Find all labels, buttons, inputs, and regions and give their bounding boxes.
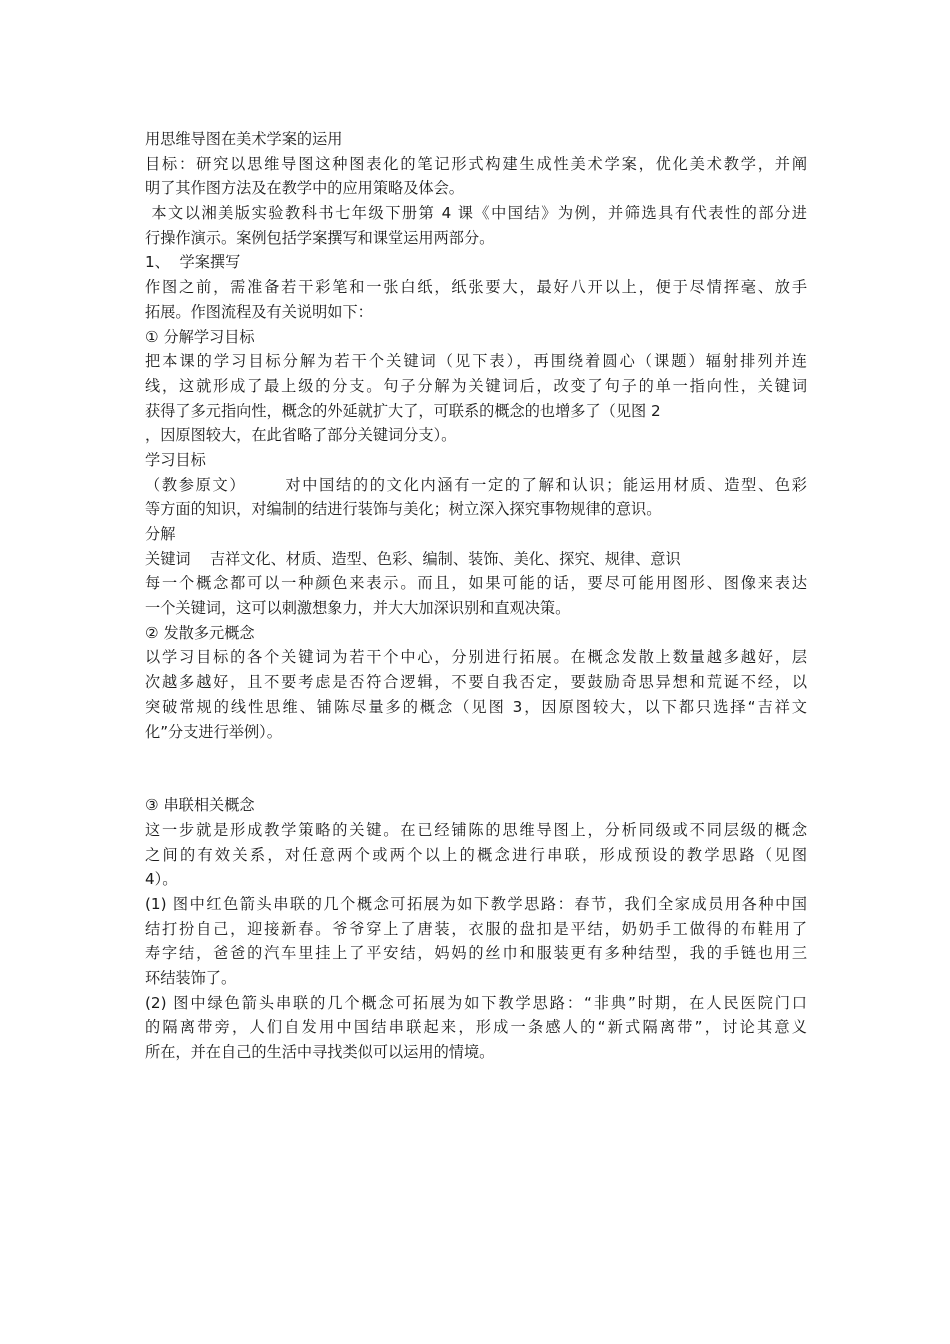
step-2-line-2: 次越多越好，且不要考虑是否符合逻辑，不要自我否定，要鼓励奇思异想和荒诞不经，以	[145, 673, 807, 692]
blank-gap	[145, 744, 807, 793]
paragraph-2-line-3: 所在，并在自己的生活中寻找类似可以运用的情境。	[145, 1043, 495, 1062]
step-3-line-2: 之间的有效关系，对任意两个或两个以上的概念进行串联，形成预设的教学思路（见图	[145, 845, 807, 864]
table-goals-line-1: （教参原文） 对中国结的的文化内涵有一定的了解和认识；能运用材质、造型、色彩	[145, 475, 807, 494]
section-1-heading: 1、 学案撰写	[145, 253, 241, 272]
step-2-heading: ② 发散多元概念	[145, 623, 255, 642]
document-body	[145, 127, 807, 1065]
step-3-heading: ③ 串联相关概念	[145, 796, 255, 815]
step-2-line-4: 化”分支进行举例）。	[145, 722, 282, 741]
step-1-line-3: 获得了多元指向性，概念的外延就扩大了，可联系的概念的也增多了（见图 2	[145, 401, 661, 420]
goal-line-1: 目标：研究以思维导图这种图表化的笔记形式构建生成性美术学案，优化美术教学，并阐	[145, 154, 807, 173]
step-1-line-4: ，因原图较大，在此省略了部分关键词分支）。	[145, 426, 457, 445]
paragraph-1-line-2: 结打扮自己，迎接新春。爷爷穿上了唐装，衣服的盘扣是平结，奶奶手工做得的布鞋用了	[145, 919, 807, 938]
intro-line-1: 本文以湘美版实验教科书七年级下册第 4 课《中国结》为例，并筛选具有代表性的部分进	[145, 204, 807, 223]
step-1-line-2: 线，这就形成了最上级的分支。句子分解为关键词后，改变了句子的单一指向性，关键词	[145, 376, 807, 395]
table-keywords: 关键词 吉祥文化、材质、造型、色彩、编制、装饰、美化、探究、规律、意识	[145, 549, 681, 568]
step-1-line-1: 把本课的学习目标分解为若干个关键词（见下表），再围绕着圆心（课题）辐射排列并连	[145, 352, 807, 371]
paragraph-2-line-2: 的隔离带旁，人们自发用中国结串联起来，形成一条感人的“新式隔离带”，讨论其意义	[145, 1018, 807, 1037]
paragraph-1-line-4: 环结装饰了。	[145, 969, 237, 987]
step-3-line-1: 这一步就是形成教学策略的关键。在已经铺陈的思维导图上，分析同级或不同层级的概念	[145, 820, 807, 839]
section-1-line-2: 拓展。作图流程及有关说明如下：	[145, 302, 373, 321]
step-1-heading: ① 分解学习目标	[145, 327, 255, 346]
table-label-goals: 学习目标	[145, 450, 206, 469]
paragraph-1-line-3: 寿字结，爸爸的汽车里挂上了平安结，妈妈的丝巾和服装更有多种结型，我的手链也用三	[145, 944, 807, 963]
document-title: 用思维导图在美术学案的运用	[145, 130, 343, 148]
paragraph-1-line-1: (1) 图中红色箭头串联的几个概念可拓展为如下教学思路：春节，我们全家成员用各种中国	[145, 894, 807, 913]
concept-line-2: 一个关键词，这可以刺激想象力，并大大加深识别和直观决策。	[145, 599, 571, 618]
table-goals-line-2: 等方面的知识，对编制的结进行装饰与美化；树立深入探究事物规律的意识。	[145, 500, 662, 519]
step-3-line-3: 4）。	[145, 870, 178, 889]
intro-line-2: 行操作演示。案例包括学案撰写和课堂运用两部分。	[145, 228, 495, 247]
section-1-line-1: 作图之前，需准备若干彩笔和一张白纸，纸张要大，最好八开以上，便于尽情挥毫、放手	[145, 278, 807, 297]
concept-line-1: 每一个概念都可以一种颜色来表示。而且，如果可能的话，要尽可能用图形、图像来表达	[145, 574, 807, 593]
table-label-split: 分解	[145, 525, 176, 543]
step-2-line-3: 突破常规的线性思维、铺陈尽量多的概念（见图 3，因原图较大，以下都只选择“吉祥文	[145, 697, 807, 716]
goal-line-2: 明了其作图方法及在教学中的应用策略及体会。	[145, 179, 464, 198]
step-2-line-1: 以学习目标的各个关键词为若干个中心，分别进行拓展。在概念发散上数量越多越好，层	[145, 648, 807, 667]
paragraph-2-line-1: (2) 图中绿色箭头串联的几个概念可拓展为如下教学思路：“非典”时期，在人民医院门口	[145, 993, 807, 1012]
